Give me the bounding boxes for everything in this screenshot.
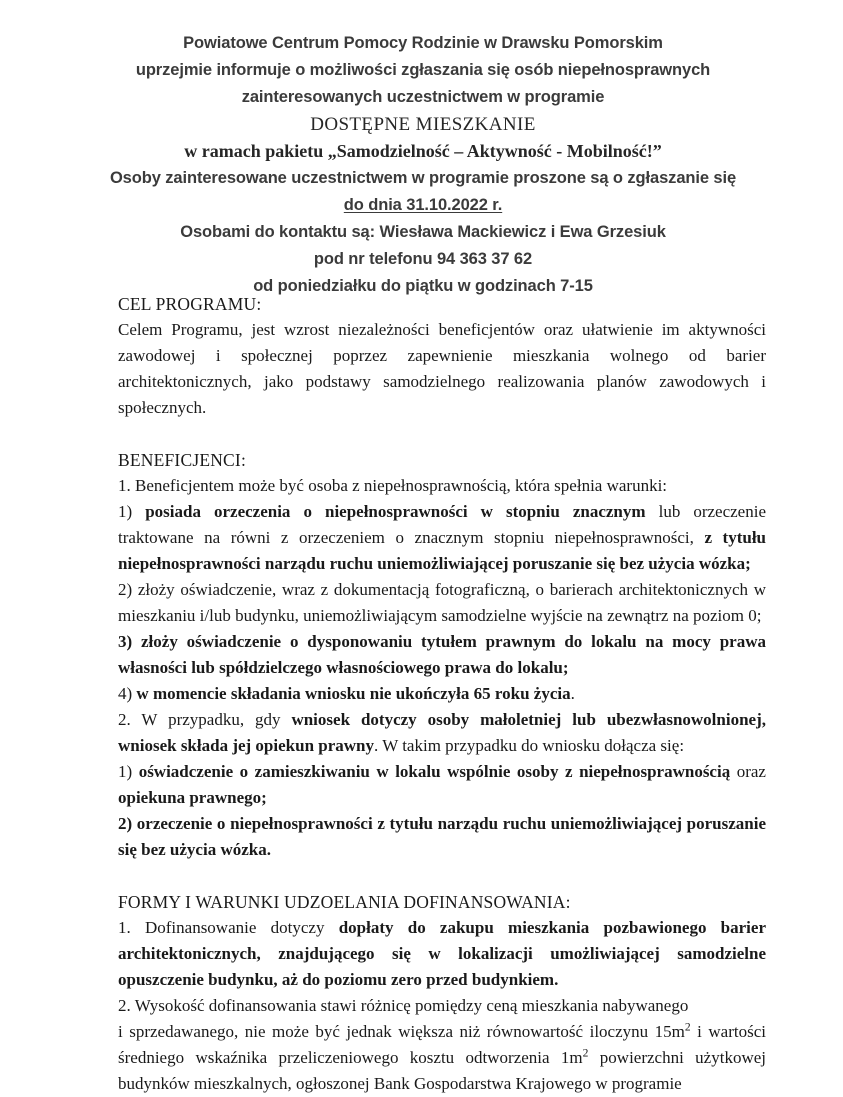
paragraph-beneficjenci-item-4 <box>118 681 766 707</box>
paragraph-opiekun-item-1 <box>118 759 766 811</box>
text-dolacza-sie: . W takim przypadku do wniosku dołącza się: <box>374 736 685 755</box>
bold-wiek-65: w momencie składania wniosku nie ukończyła 65 roku życia <box>136 684 571 703</box>
bold-narzad-ruchu: z tytułu niepełnosprawności narządu ruchu uniemożliwiającej poruszanie się bez użycia wózka; <box>118 528 767 573</box>
section-heading-cel-programu: CEL PROGRAMU: <box>118 294 262 314</box>
paragraph-formy-item-1 <box>118 915 766 993</box>
text-w-przypadku: 2. W przypadku, gdy <box>118 710 292 729</box>
paragraph-beneficjenci-intro: 1. Beneficjentem może być osoba z niepełnosprawnością, która spełnia warunki: <box>118 476 668 495</box>
text-wskaznik: i wartości średniego wskaźnika przeliczeniowego kosztu odtworzenia 1m <box>118 1022 766 1067</box>
text-sprzedawanego: i sprzedawanego, nie może być jednak większa niż równowartość iloczynu 15m <box>118 1022 685 1041</box>
header-contact-persons: Osobami do kontaktu są: Wiesława Mackiewicz i Ewa Grzesiuk <box>180 223 666 241</box>
bold-oswiadczenie-tytul-prawny: 3) złoży oświadczenie o dysponowaniu tytułem prawnym do lokalu na mocy prawa własności lub spółdzielczego własnościowego prawa do lokalu; <box>118 632 766 677</box>
header-program-title: DOSTĘPNE MIESZKANIE <box>310 114 536 135</box>
text-oraz: oraz <box>730 762 766 781</box>
bold-wniosek-opiekun: wniosek dotyczy osoby małoletniej lub ubezwłasnowolnionej, wniosek składa jej opiekun prawny <box>118 710 766 755</box>
header-line-interested: zainteresowanych uczestnictwem w programie <box>241 88 605 106</box>
document-body <box>118 291 766 1097</box>
header-package-name: w ramach pakietu „Samodzielność – Aktywność - Mobilność!” <box>184 141 662 161</box>
bold-opiekuna-prawnego: opiekuna prawnego; <box>118 788 267 807</box>
bold-doplaty-do-zakupu: dopłaty do zakupu mieszkania pozbawionego barier architektonicznych, znajdującego się w lokalizacji umożliwiającej samodzielne opuszczenie budynku, aż do poziomu zero przed budynkiem. <box>118 918 766 989</box>
spacer <box>118 421 766 447</box>
text-bank-gospodarstwa: powierzchni użytkowej budynków mieszkalnych, ogłoszonej Bank Gospodarstwa Krajowego w programie <box>118 1048 766 1093</box>
paragraph-beneficjenci-item-3 <box>118 629 766 681</box>
list-marker-1b: 1) <box>118 762 139 781</box>
superscript-square-meters-1: 2 <box>582 1046 589 1060</box>
paragraph-formy-item-2-line1: 2. Wysokość dofinansowania stawi różnicę pomiędzy ceną mieszkania nabywanego <box>118 996 689 1015</box>
bold-orzeczenie-znaczny: posiada orzeczenia o niepełnosprawności w stopniu znacznym <box>145 502 646 521</box>
text-dofinansowanie-dotyczy: 1. Dofinansowanie dotyczy <box>118 918 339 937</box>
paragraph-beneficjenci-item-1 <box>118 499 766 577</box>
header-line-informs: uprzejmie informuje o możliwości zgłaszania się osób niepełnosprawnych <box>135 61 711 79</box>
paragraph-cel-programu: Celem Programu, jest wzrost niezależności beneficjentów oraz ułatwienie im aktywności zawodowej i społecznej poprzez zapewnienie mieszkania wolnego od barier architektonicznych, jako podstawy samodzielnego realizowania planów zawodowych i społecznych. <box>118 320 766 417</box>
text-orzeczenie-rowni: lub orzeczenie traktowane na równi z orzeczeniem o znacznym stopniu niepełnosprawności, <box>118 502 766 547</box>
paragraph-beneficjenci-item-2-opiekun <box>118 707 766 759</box>
section-heading-formy-i-warunki: FORMY I WARUNKI UDZOELANIA DOFINANSOWANIA: <box>118 892 571 912</box>
list-marker-4: 4) <box>118 684 137 703</box>
header-line-organization: Powiatowe Centrum Pomocy Rodzinie w Drawsku Pomorskim <box>183 34 663 52</box>
superscript-square-meters-15: 2 <box>684 1020 691 1034</box>
section-heading-beneficjenci: BENEFICJENCI: <box>118 450 247 470</box>
header-deadline: do dnia 31.10.2022 r. <box>343 196 503 214</box>
text-period: . <box>570 684 575 703</box>
announcement-header <box>78 30 768 300</box>
header-office-hours: od poniedziałku do piątku w godzinach 7-15 <box>253 277 593 295</box>
paragraph-beneficjenci-item-2: 2) złoży oświadczenie, wraz z dokumentacją fotograficzną, o barierach architektonicznych w mieszkaniu i/lub budynku, uniemożliwiającym samodzielne wyjście na zewnątrz na poziom 0; <box>118 580 766 625</box>
header-phone-number: pod nr telefonu 94 363 37 62 <box>313 250 533 268</box>
paragraph-formy-item-2-rest <box>118 1019 766 1097</box>
header-line-apply: Osoby zainteresowane uczestnictwem w programie proszone są o zgłaszanie się <box>109 169 737 187</box>
bold-oswiadczenie-zamieszkiwanie: oświadczenie o zamieszkiwaniu w lokalu wspólnie osoby z niepełnosprawnością <box>138 762 731 781</box>
paragraph-opiekun-item-2 <box>118 811 766 863</box>
bold-orzeczenie-narzad-ruchu: 2) orzeczenie o niepełnosprawności z tytułu narządu ruchu uniemożliwiającej poruszanie się bez użycia wózka. <box>118 814 766 859</box>
spacer <box>118 863 766 889</box>
list-marker-1: 1) <box>118 502 146 521</box>
